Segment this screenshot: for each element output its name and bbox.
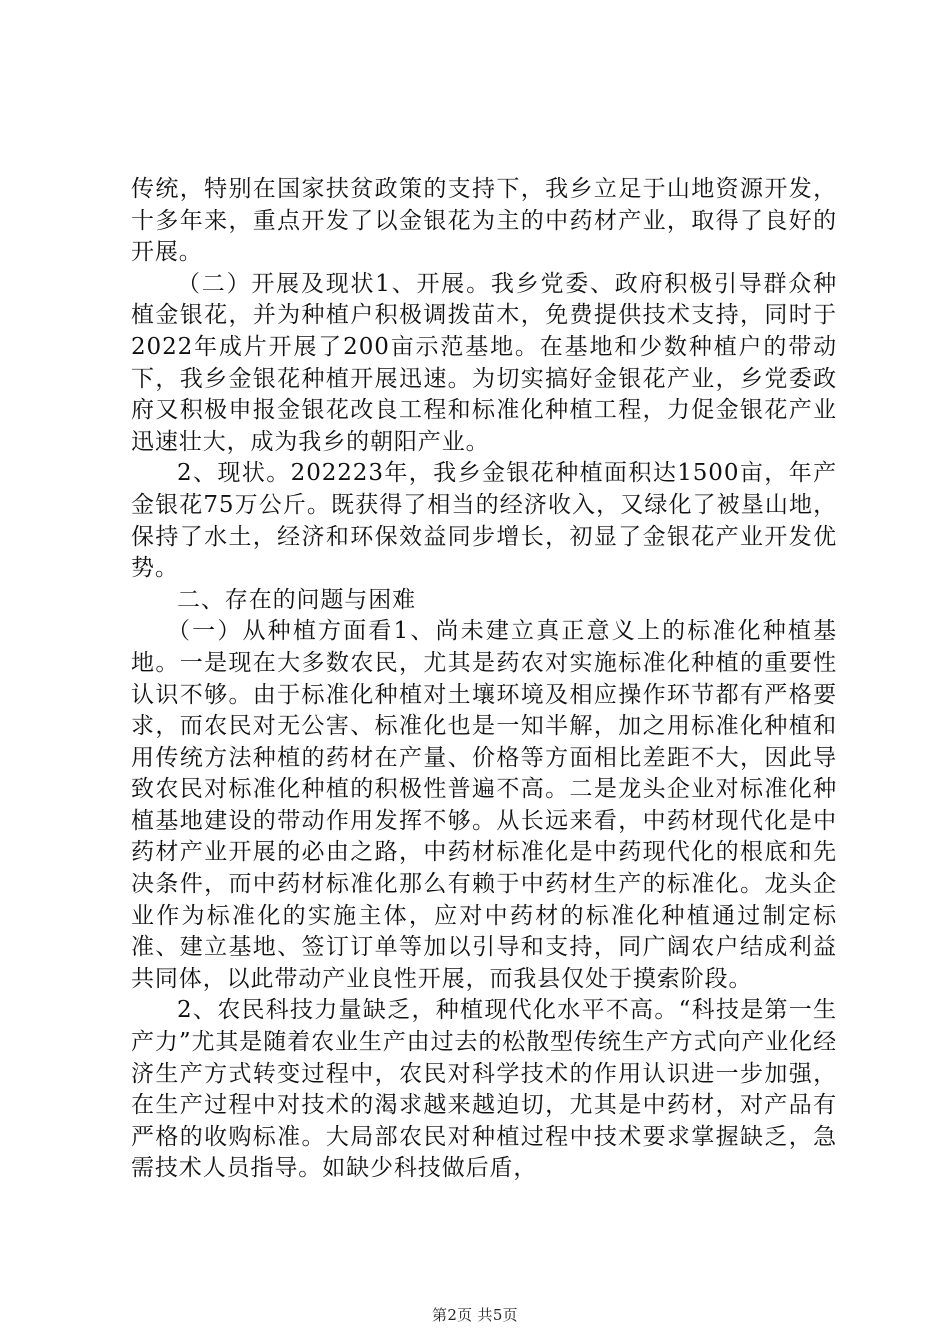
paragraph-2: （二）开展及现状1、开展。我乡党委、政府积极引导群众种植金银花，并为种植户积极调拨苗木，免费提供技术支持，同时于2022年成片开展了200亩示范基地。在基地和少数种植户的带动下，我乡金银花种植开展迅速。为切实搞好金银花产业，乡党委政府又积极申报金银花改良工程和标准化种植工程，力促金银花产业迅速壮大，成为我乡的朝阳产业。 xyxy=(131,270,837,455)
paragraph-1: 传统，特别在国家扶贫政策的支持下，我乡立足于山地资源开发，十多年来，重点开发了以金银花为主的中药材产业，取得了良好的开展。 xyxy=(131,176,837,266)
page-footer: 第2页 共5页 xyxy=(432,1306,518,1324)
paragraph-5: 2、农民科技力量缺乏，种植现代化水平不高。“科技是第一生产力”尤其是随着农业生产由过去的松散型传统生产方式向产业化经济生产方式转变过程中，农民对科学技术的作用认识进一步加强，在生产过程中对技术的渴求越来越迫切，尤其是中药材，对产品有严格的收购标准。大局部农民对种植过程中技术要求掌握缺乏，急需技术人员指导。如缺少科技做后盾， xyxy=(131,997,837,1182)
document-body xyxy=(131,174,837,1185)
paragraph-3: 2、现状。202223年，我乡金银花种植面积达1500亩，年产金银花75万公斤。既获得了相当的经济收入，又绿化了被垦山地，保持了水土，经济和环保效益同步增长，初显了金银花产业开发优势。 xyxy=(131,460,837,582)
paragraph-4: （一）从种植方面看1、尚未建立真正意义上的标准化种植基地。一是现在大多数农民，尤其是药农对实施标准化种植的重要性认识不够。由于标准化种植对土壤环境及相应操作环节都有严格要求，而农民对无公害、标准化也是一知半解，加之用标准化种植和用传统方法种植的药材在产量、价格等方面相比差距不大，因此导致农民对标准化种植的积极性普遍不高。二是龙头企业对标准化种植基地建设的带动作用发挥不够。从长远来看，中药材现代化是中药材产业开展的必由之路，中药材标准化是中药现代化的根底和先决条件，而中药材标准化那么有赖于中药材生产的标准化。龙头企业作为标准化的实施主体，应对中药材的标准化种植通过制定标准、建立基地、签订订单等加以引导和支持，同广阔农户结成利益共同体，以此带动产业良性开展，而我县仅处于摸索阶段。 xyxy=(131,618,837,992)
section-heading: 二、存在的问题与困难 xyxy=(177,586,416,613)
